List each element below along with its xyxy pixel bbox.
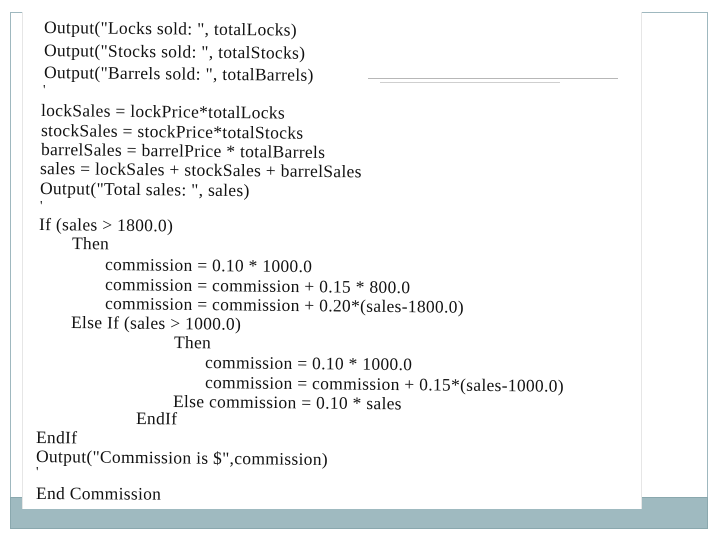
code-line: sales = lockSales + stockSales + barrelSales — [39, 158, 362, 182]
code-line: Output("Commission is $",commission) — [35, 446, 329, 470]
code-line: stockSales = stockPrice*totalStocks — [40, 120, 304, 143]
code-line: End Commission — [35, 483, 162, 504]
separator-mark: ' — [40, 199, 43, 214]
separator-mark: ' — [43, 83, 46, 98]
code-line: Else commission = 0.10 * sales — [172, 391, 402, 414]
scan-noise — [380, 82, 560, 83]
code-line: Output("Barrels sold: ", totalBarrels) — [43, 62, 314, 85]
code-line: Output("Total sales: ", sales) — [39, 178, 250, 201]
code-line: commission = commission + 0.15*(sales-1000.0) — [204, 372, 565, 396]
code-line: EndIf — [135, 408, 178, 429]
separator-mark: ' — [36, 465, 39, 480]
code-line: commission = commission + 0.15 * 800.0 — [104, 274, 411, 298]
code-line: commission = commission + 0.20*(sales-1800.0) — [104, 293, 465, 317]
code-line: Then — [71, 233, 110, 254]
code-line: If (sales > 1800.0) — [38, 214, 174, 236]
code-line: barrelSales = barrelPrice * totalBarrels — [40, 139, 326, 162]
code-line: EndIf — [35, 427, 78, 448]
code-line: Output("Stocks sold: ", totalStocks) — [43, 40, 306, 63]
code-line: Output("Locks sold: ", totalLocks) — [43, 17, 298, 40]
scan-noise — [368, 78, 618, 79]
code-line: commission = 0.10 * 1000.0 — [204, 352, 413, 375]
code-line: Else If (sales > 1000.0) — [70, 312, 242, 334]
code-line: lockSales = lockPrice*totalLocks — [40, 100, 286, 123]
code-line: Then — [173, 332, 212, 353]
code-line: commission = 0.10 * 1000.0 — [104, 254, 313, 277]
